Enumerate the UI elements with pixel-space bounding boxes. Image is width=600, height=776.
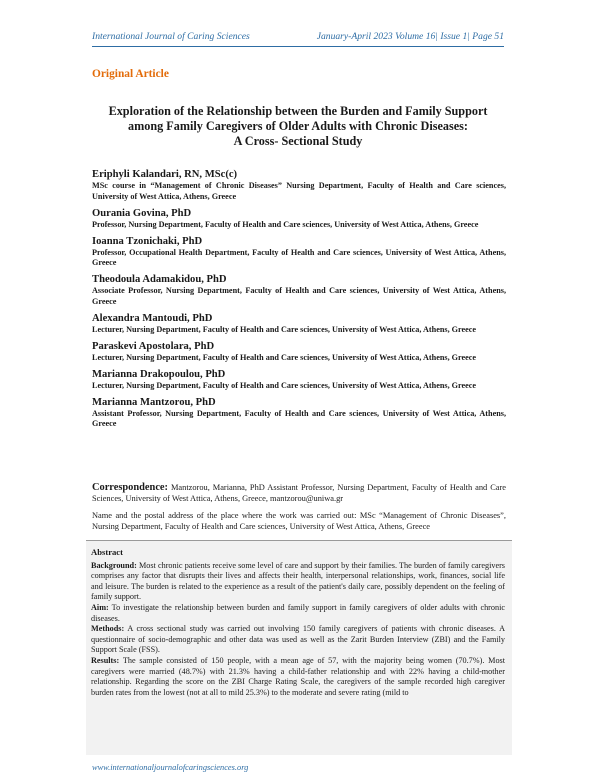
author-entry	[92, 207, 506, 231]
author-entry	[92, 368, 506, 392]
abstract-label: Methods:	[91, 624, 125, 634]
author-affiliation: Lecturer, Nursing Department, Faculty of Health and Care sciences, University of West Attica, Athens, Greece	[92, 352, 477, 362]
header-rule	[92, 46, 504, 47]
author-entry	[92, 168, 506, 202]
author-name: Marianna Mantzorou, PhD	[92, 396, 216, 408]
abstract-label: Background:	[91, 560, 137, 570]
author-name: Theodoula Adamakidou, PhD	[92, 274, 227, 285]
abstract-text: The sample consisted of 150 people, with a mean age of 57, with the majority being women (70.7%). Most caregivers were married (48.7%) with 21.3% having a child-father relationship and with 22% having a child-mother relationship. Regarding the score on the ZBI Charge Rating Scale, the caregivers of the sample recorded high caregiver burden rates from the lowest (not at all to mild 25.3%) to the moderate and severe rating (mild to	[91, 655, 505, 697]
author-affiliation: Professor, Occupational Health Department, Faculty of Health and Care sciences, University of West Attica, Athens, Greece	[92, 247, 506, 267]
paper-title	[92, 104, 504, 149]
author-name: Ioanna Tzonichaki, PhD	[92, 235, 203, 247]
abstract-content	[91, 547, 505, 698]
author-list	[92, 168, 506, 434]
title-line: Exploration of the Relationship between the Burden and Family Support	[108, 104, 488, 118]
author-affiliation: Professor, Nursing Department, Faculty of Health and Care sciences, University of West Attica, Athens, Greece	[92, 219, 479, 229]
abstract-label: Aim:	[91, 602, 109, 612]
author-affiliation: Associate Professor, Nursing Department, Faculty of Health and Care sciences, University of West Attica, Athens, Greece	[92, 286, 506, 306]
abstract-methods	[91, 624, 505, 656]
journal-name: International Journal of Caring Sciences	[92, 31, 250, 42]
abstract-heading: Abstract	[91, 547, 123, 557]
author-name: Alexandra Mantoudi, PhD	[92, 312, 213, 324]
author-affiliation: Lecturer, Nursing Department, Faculty of Health and Care sciences, University of West Attica, Athens, Greece	[92, 324, 477, 334]
abstract-aim	[91, 603, 505, 624]
abstract-background	[91, 561, 505, 603]
title-line: among Family Caregivers of Older Adults with Chronic Diseases:	[128, 119, 468, 133]
correspondence	[92, 482, 506, 504]
correspondence-text: Mantzorou, Marianna, PhD Assistant Professor, Nursing Department, Faculty of Health and Care Sciences, University of West Attica, Athens, Greece, mantzorou@uniwa.gr	[92, 483, 507, 503]
abstract-results	[91, 656, 505, 698]
abstract-label: Results:	[91, 655, 120, 665]
abstract-text: Most chronic patients receive some level of care and support by their families. The burden of family caregivers comprises any factor that disrupts their lives and affects their health, interpersonal relationships, work, finances, social life and leisure. The burden is related to the experience as a result of the patient's daily care, possibly dependent on the feeling of family support.	[91, 560, 505, 602]
author-name: Marianna Drakopoulou, PhD	[92, 368, 226, 380]
author-affiliation: Assistant Professor, Nursing Department, Faculty of Health and Care sciences, University of West Attica, Athens, Greece	[92, 408, 506, 428]
author-entry	[92, 312, 506, 336]
correspondence-label: Correspondence:	[92, 482, 168, 493]
title-line: A Cross- Sectional Study	[233, 134, 363, 148]
author-affiliation: MSc course in “Management of Chronic Diseases” Nursing Department, Faculty of Health and Care sciences, University of West Attica, Athens, Greece	[92, 181, 506, 201]
abstract-box	[86, 540, 512, 755]
author-entry	[92, 235, 506, 269]
place-of-work: Name and the postal address of the place where the work was carried out: MSc “Management of Chronic Diseases”, Nursing Department, Faculty of Health and Care sciences, University of West Attica, Athens, Greece	[92, 511, 506, 531]
author-entry	[92, 396, 506, 430]
author-affiliation: Lecturer, Nursing Department, Faculty of Health and Care sciences, University of West Attica, Athens, Greece	[92, 380, 477, 390]
abstract-text: A cross sectional study was carried out involving 150 family caregivers of patients with chronic diseases. A questionnaire of socio-demographic and other data was used as well as the Zarit Burden Interview (ZBI) and the Family Support Scale (FSS).	[91, 624, 505, 655]
author-name: Ourania Govina, PhD	[92, 207, 192, 219]
issue-info: January-April 2023 Volume 16| Issue 1| Page 51	[316, 31, 504, 42]
section-tag: Original Article	[92, 68, 169, 80]
abstract-text: To investigate the relationship between burden and family support in family caregivers of older adults with chronic diseases.	[91, 602, 505, 623]
author-entry	[92, 273, 506, 307]
author-entry	[92, 340, 506, 364]
author-name: Eriphyli Kalandari, RN, MSc(c)	[92, 169, 238, 180]
author-name: Paraskevi Apostolara, PhD	[92, 340, 215, 352]
journal-url-link[interactable]: www.internationaljournalofcaringsciences.org	[92, 763, 249, 772]
